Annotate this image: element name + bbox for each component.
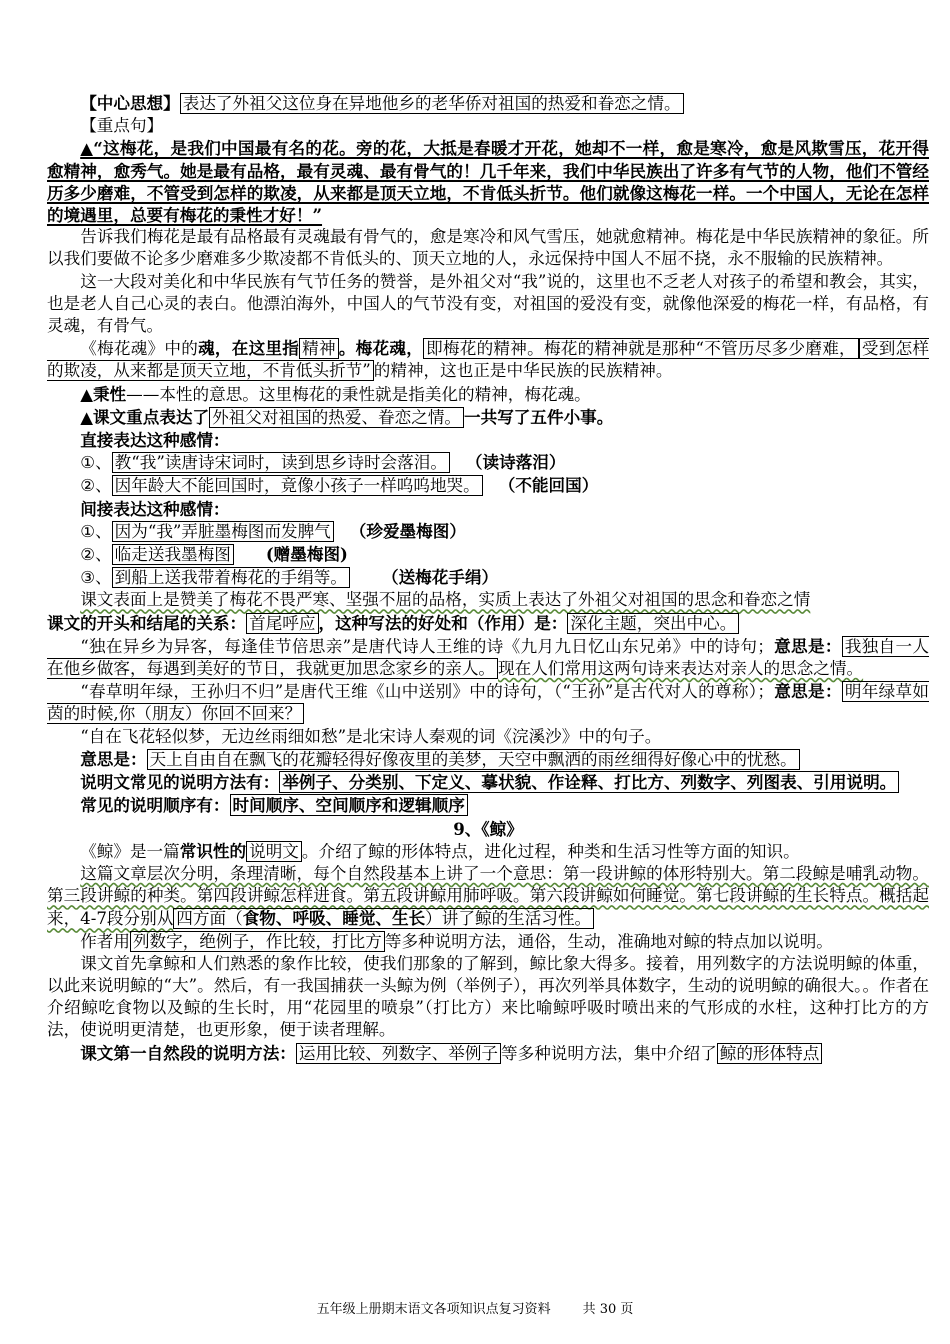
plum-soul-line: 《梅花魂》中的魂，在这里指 精神 。梅花魂， 即梅花的精神。梅花的精神就是那种“不管历尽多少磨难， 受到怎样的欺凌，从来都是顶天立地，不肯低头折节” 的精神，这也正是中华民族的民族精神。: [47, 338, 930, 381]
central-idea-label: 【中心思想】: [80, 93, 180, 113]
whale-intro: 《鲸》是一篇常识性的 说明文 。介绍了鲸的形体特点，进化过程，种类和生活习性等方面的知识。: [80, 840, 800, 861]
structure-line: 课文的开头和结尾的关系： 首尾呼应 ，这种写法的好处和（作用）是： 深化主题，突出中心。: [47, 612, 929, 635]
central-idea-line: [47, 92, 929, 115]
key-sentence-quote: ▲“这梅花，是我们中国最有名的花。旁的花，大抵是春暖才开花，她却不一样，愈是寒冷，愈是风欺雪压，花开得愈精神，愈秀气。她是最有品格，最有灵魂、最有骨气的！几千年来，我们中华民族出了许多有气节的人物，他们不管经历多少磨难，不管受到怎样的欺凌，从来都是顶天立地，不肯低头折节。他们就像这梅花一样。一个中国人，无论在怎样的境遇里，总要有梅花的秉性才好！”: [47, 138, 929, 226]
direct-item-1: ①、 教“我”读唐诗宋词时，读到思乡诗时会落泪。 （读诗落泪）: [80, 452, 566, 473]
whale-methods: 作者用 列数字，绝例子，作比较，打比方 等多种说明方法，通俗，生动，准确地对鲸的特点加以说明。: [80, 931, 833, 951]
bingxing-line: ▲秉性——本性的意思。这里梅花的秉性就是指美化的精神，梅花魂。: [80, 383, 591, 404]
footer-title: 五年级上册期末语文各项知识点复习资料: [316, 1302, 551, 1317]
indirect-heading: 间接表达这种感情：: [80, 498, 230, 519]
para-meaning-2: 这一大段对美化和中华民族有气节任务的赞誉，是外祖父对“我”说的，这里也不乏老人对孩子的希望和教会，其实，也是老人自己心灵的表白。他漂泊海外，中国人的气节没有变，对祖国的爱没有变，就像他深爱的梅花一样，有品格，有灵魂，有骨气。: [47, 271, 929, 336]
footer-page-count: 共 30 页: [582, 1302, 634, 1317]
direct-heading: 直接表达这种感情：: [80, 430, 230, 451]
indirect-item-3: ③、 到船上送我带着梅花的手绢等。 （送梅花手绢）: [80, 567, 499, 588]
page-footer: [0, 1298, 950, 1317]
whale-analysis: 课文首先拿鲸和人们熟悉的象作比较，使我们那象的了解到，鲸比象大得多。接着，用列数字的方法说明鲸的体重，以此来说明鲸的“大”。然后，有一我国捕获一头鲸为例（举例子），再次列举具体数字，生动的说明鲸的确很大。。作者在介绍鲸吃食物以及鲸的生长时，用“花园里的喷泉”（打比方）来比喻鲸呼吸时喷出来的气形成的水柱，这种打比方的方法，使说明更清楚，也更形象，便于读者理解。: [47, 953, 929, 1040]
focus-line: ▲课文重点表达了 外祖父对祖国的热爱、眷恋之情。 一共写了五件小事。: [80, 406, 614, 427]
central-idea-text: 表达了外祖父这位身在异地他乡的老华侨对祖国的热爱和眷恋之情。: [180, 93, 684, 114]
section-title-whale: 9、《鲸》: [453, 818, 523, 839]
para-meaning-1: 告诉我们梅花是最有品格最有灵魂最有骨气的，愈是寒冷和风气雪压，她就愈精神。梅花是中华民族精神的象征。所以我们要做不论多少磨难多少欺凌都不肯低头的、顶天立地的人，永远保持中国人不屈不挠，永不服输的民族精神。: [47, 227, 929, 269]
whale-structure: 这篇文章层次分明，条理清晰，每个自然段基本上讲了一个意思：第一段讲鲸的体形特别大。第二段鲸是哺乳动物。第三段讲鲸的种类。第四段讲鲸怎样进食。第五段讲鲸用肺呼吸。第六段讲鲸如何睡觉。第七段讲鲸的生长特点。概括起来，4-7段分别从 四方面（食物、呼吸、睡觉、生长）讲了鲸的生活习性。: [47, 863, 929, 929]
indirect-item-2: ②、 临走送我墨梅图 (赠墨梅图): [80, 544, 348, 565]
document-page: [47, 92, 929, 1065]
summary-line: 课文表面上是赞美了梅花不畏严寒、坚强不屈的品格，实质上表达了外祖父对祖国的思念和眷恋之情: [80, 590, 811, 610]
poem-line-1: “独在异乡为异客，每逢佳节倍思亲”是唐代诗人王维的诗《九月九日忆山东兄弟》中的诗句；意思是： 我独自一人在他乡做客，每遇到美好的节日，我就更加思念家乡的亲人。 现在人们常用这两句诗来表达对亲人的思念之情。: [47, 635, 930, 679]
poem-meaning-3: 意思是： 天上自由自在飘飞的花瓣轻得好像夜里的美梦，天空中飘洒的雨丝细得好像心中的忧愁。: [47, 748, 929, 771]
poem-line-2: “春草明年绿，王孙归不归”是唐代王维《山中送别》中的诗句，（“王孙”是古代对人的尊称）；意思是： 明年绿草如茵的时候,你（朋友）你回不回来？: [47, 681, 929, 724]
key-sentence-heading: 【重点句】: [80, 116, 164, 136]
whale-para1-methods: 课文第一自然段的说明方法： 运用比较、列数字、举例子 等多种说明方法，集中介绍了 鲸的形体特点: [47, 1042, 929, 1065]
explanation-order: 常见的说明顺序有： 时间顺序、空间顺序和逻辑顺序: [47, 794, 929, 817]
indirect-item-1: ①、 因为“我”弄脏墨梅图而发脾气 （珍爱墨梅图）: [80, 520, 466, 541]
explanation-methods: 说明文常见的说明方法有： 举例子、分类别、下定义、摹状貌、作诠释、打比方、列数字、列图表、引用说明。: [47, 771, 929, 794]
direct-item-2: ②、 因年龄大不能回国时，竟像小孩子一样呜呜地哭。 （不能回国）: [80, 475, 599, 496]
poem-line-3: “自在飞花轻似梦，无边丝雨细如愁”是北宋诗人秦观的词《浣溪沙》中的句子。: [80, 726, 662, 746]
